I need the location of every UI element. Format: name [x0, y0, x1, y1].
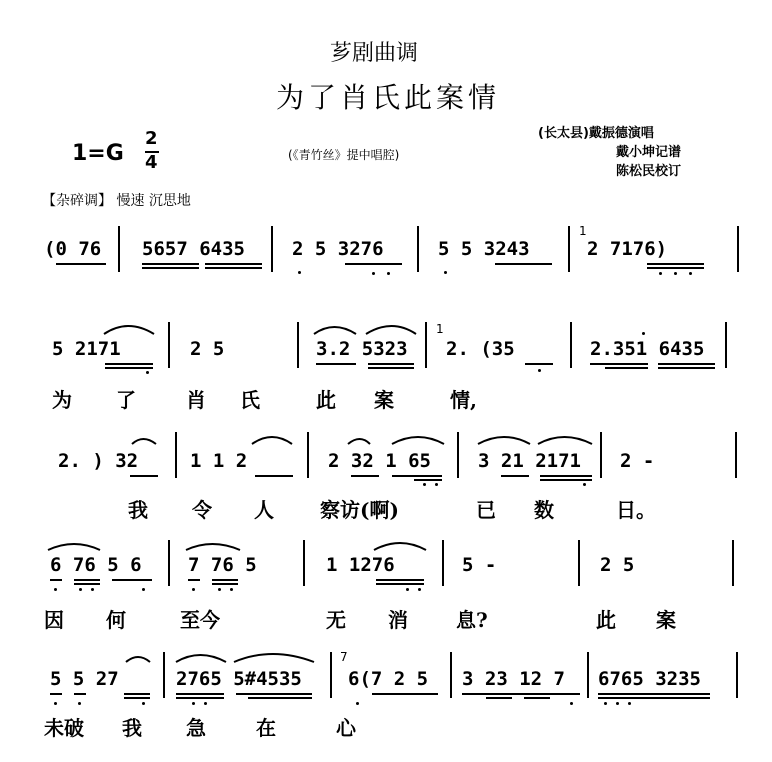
l2-lyric: 氏 [240, 388, 260, 412]
l2-lyric: 案 [374, 388, 394, 412]
l1-bar2: 5657 6435 [142, 238, 245, 260]
l2-grace: 1 [436, 322, 444, 336]
l2-bar1: 5 2171 [52, 338, 121, 360]
l3-bar3: 2 32 1 65 [328, 450, 431, 472]
credit-notation: 戴小坤记谱 [616, 145, 682, 160]
l2-lyric: 肖 [186, 388, 206, 412]
l4-lyric: 消 [388, 608, 408, 632]
l2-bar2: 2 5 [190, 338, 225, 360]
l2-bar3: 3.2 5323 [316, 338, 408, 360]
l2-lyric: 了 [116, 388, 136, 412]
l5-bar2: 2765 5#4535 [176, 668, 302, 690]
l3-lyric: 察访(啊) [320, 498, 399, 522]
l2-bar4: 2. (35 [446, 338, 515, 360]
l2-lyric: 此 [316, 388, 336, 412]
l5-grace: 7 [340, 650, 348, 664]
l3-lyric: 已 [476, 498, 496, 522]
slur [126, 657, 150, 662]
l5-bar1: 5 5 27 [50, 668, 119, 690]
l1-bar5: 2 7176) [587, 238, 668, 260]
l3-lyric: 人 [254, 498, 274, 522]
l4-lyric: 案 [656, 608, 676, 632]
title-song: 为了肖氏此案情 [276, 81, 501, 114]
tempo-mark: 【杂碎调】 慢速 沉思地 [42, 193, 191, 209]
l1-bar1: (0 76 [44, 238, 102, 260]
slur [48, 544, 100, 550]
l3-lyric: 日。 [616, 498, 656, 522]
slur [478, 437, 530, 444]
time-sig-numerator: 2 [145, 128, 158, 149]
slur [176, 655, 226, 662]
slur [252, 437, 292, 444]
l5-lyric: 急 [186, 716, 206, 740]
credit-revision: 陈松民校订 [616, 164, 682, 179]
title-genre: 芗剧曲调 [330, 41, 419, 66]
time-sig-denominator: 4 [145, 152, 158, 173]
l4-lyric: 因 [44, 608, 64, 632]
l5-lyric: 心 [336, 716, 356, 740]
slur [366, 326, 416, 334]
l4-bar5: 2 5 [600, 554, 635, 576]
slur [314, 327, 356, 334]
slur [392, 437, 444, 444]
l4-bar2: 7 76 5 [188, 554, 257, 576]
l4-bar4: 5 - [462, 554, 497, 576]
l3-bar1: 2. ) 32 [58, 450, 139, 472]
l5-bar3: 6(7 2 5 [348, 668, 429, 690]
slur [186, 544, 240, 550]
l1-grace: 1 [579, 224, 587, 238]
l5-bar4: 3 23 12 7 [462, 668, 565, 690]
l2-lyric: 情, [450, 388, 477, 412]
l5-bar5: 6765 3235 [598, 668, 701, 690]
l5-lyric: 未破 [44, 716, 84, 740]
l3-bar2: 1 1 2 [190, 450, 248, 472]
l3-bar4: 3 21 2171 [478, 450, 581, 472]
l4-lyric: 无 [326, 608, 346, 632]
l5-lyric: 在 [256, 716, 276, 740]
l2-lyric: 为 [52, 388, 72, 412]
l4-bar1: 6 76 5 6 [50, 554, 142, 576]
l3-bar5: 2 - [620, 450, 655, 472]
l4-lyric: 息? [456, 608, 488, 632]
l4-lyric: 何 [106, 608, 126, 632]
l1-bar3: 2 5 3276 [292, 238, 384, 260]
l2-bar5: 2.351 6435 [590, 338, 705, 360]
credit-singer: (长太县)戴振德演唱 [538, 126, 654, 141]
slur [538, 437, 592, 444]
slur [374, 543, 426, 550]
l4-lyric: 至今 [180, 608, 220, 632]
key-signature: 1=G [72, 141, 124, 166]
slur [348, 439, 370, 444]
l3-lyric: 我 [128, 498, 148, 522]
l4-bar3: 1 1276 [326, 554, 395, 576]
source-note: (《青竹丝》提中唱腔) [288, 148, 400, 162]
l3-lyric: 令 [192, 498, 212, 522]
l5-lyric: 我 [122, 716, 142, 740]
slur [234, 654, 314, 662]
slur [132, 439, 156, 444]
l3-lyric: 数 [534, 498, 554, 522]
l1-bar4: 5 5 3243 [438, 238, 530, 260]
slur [104, 326, 154, 334]
l4-lyric: 此 [596, 608, 616, 632]
